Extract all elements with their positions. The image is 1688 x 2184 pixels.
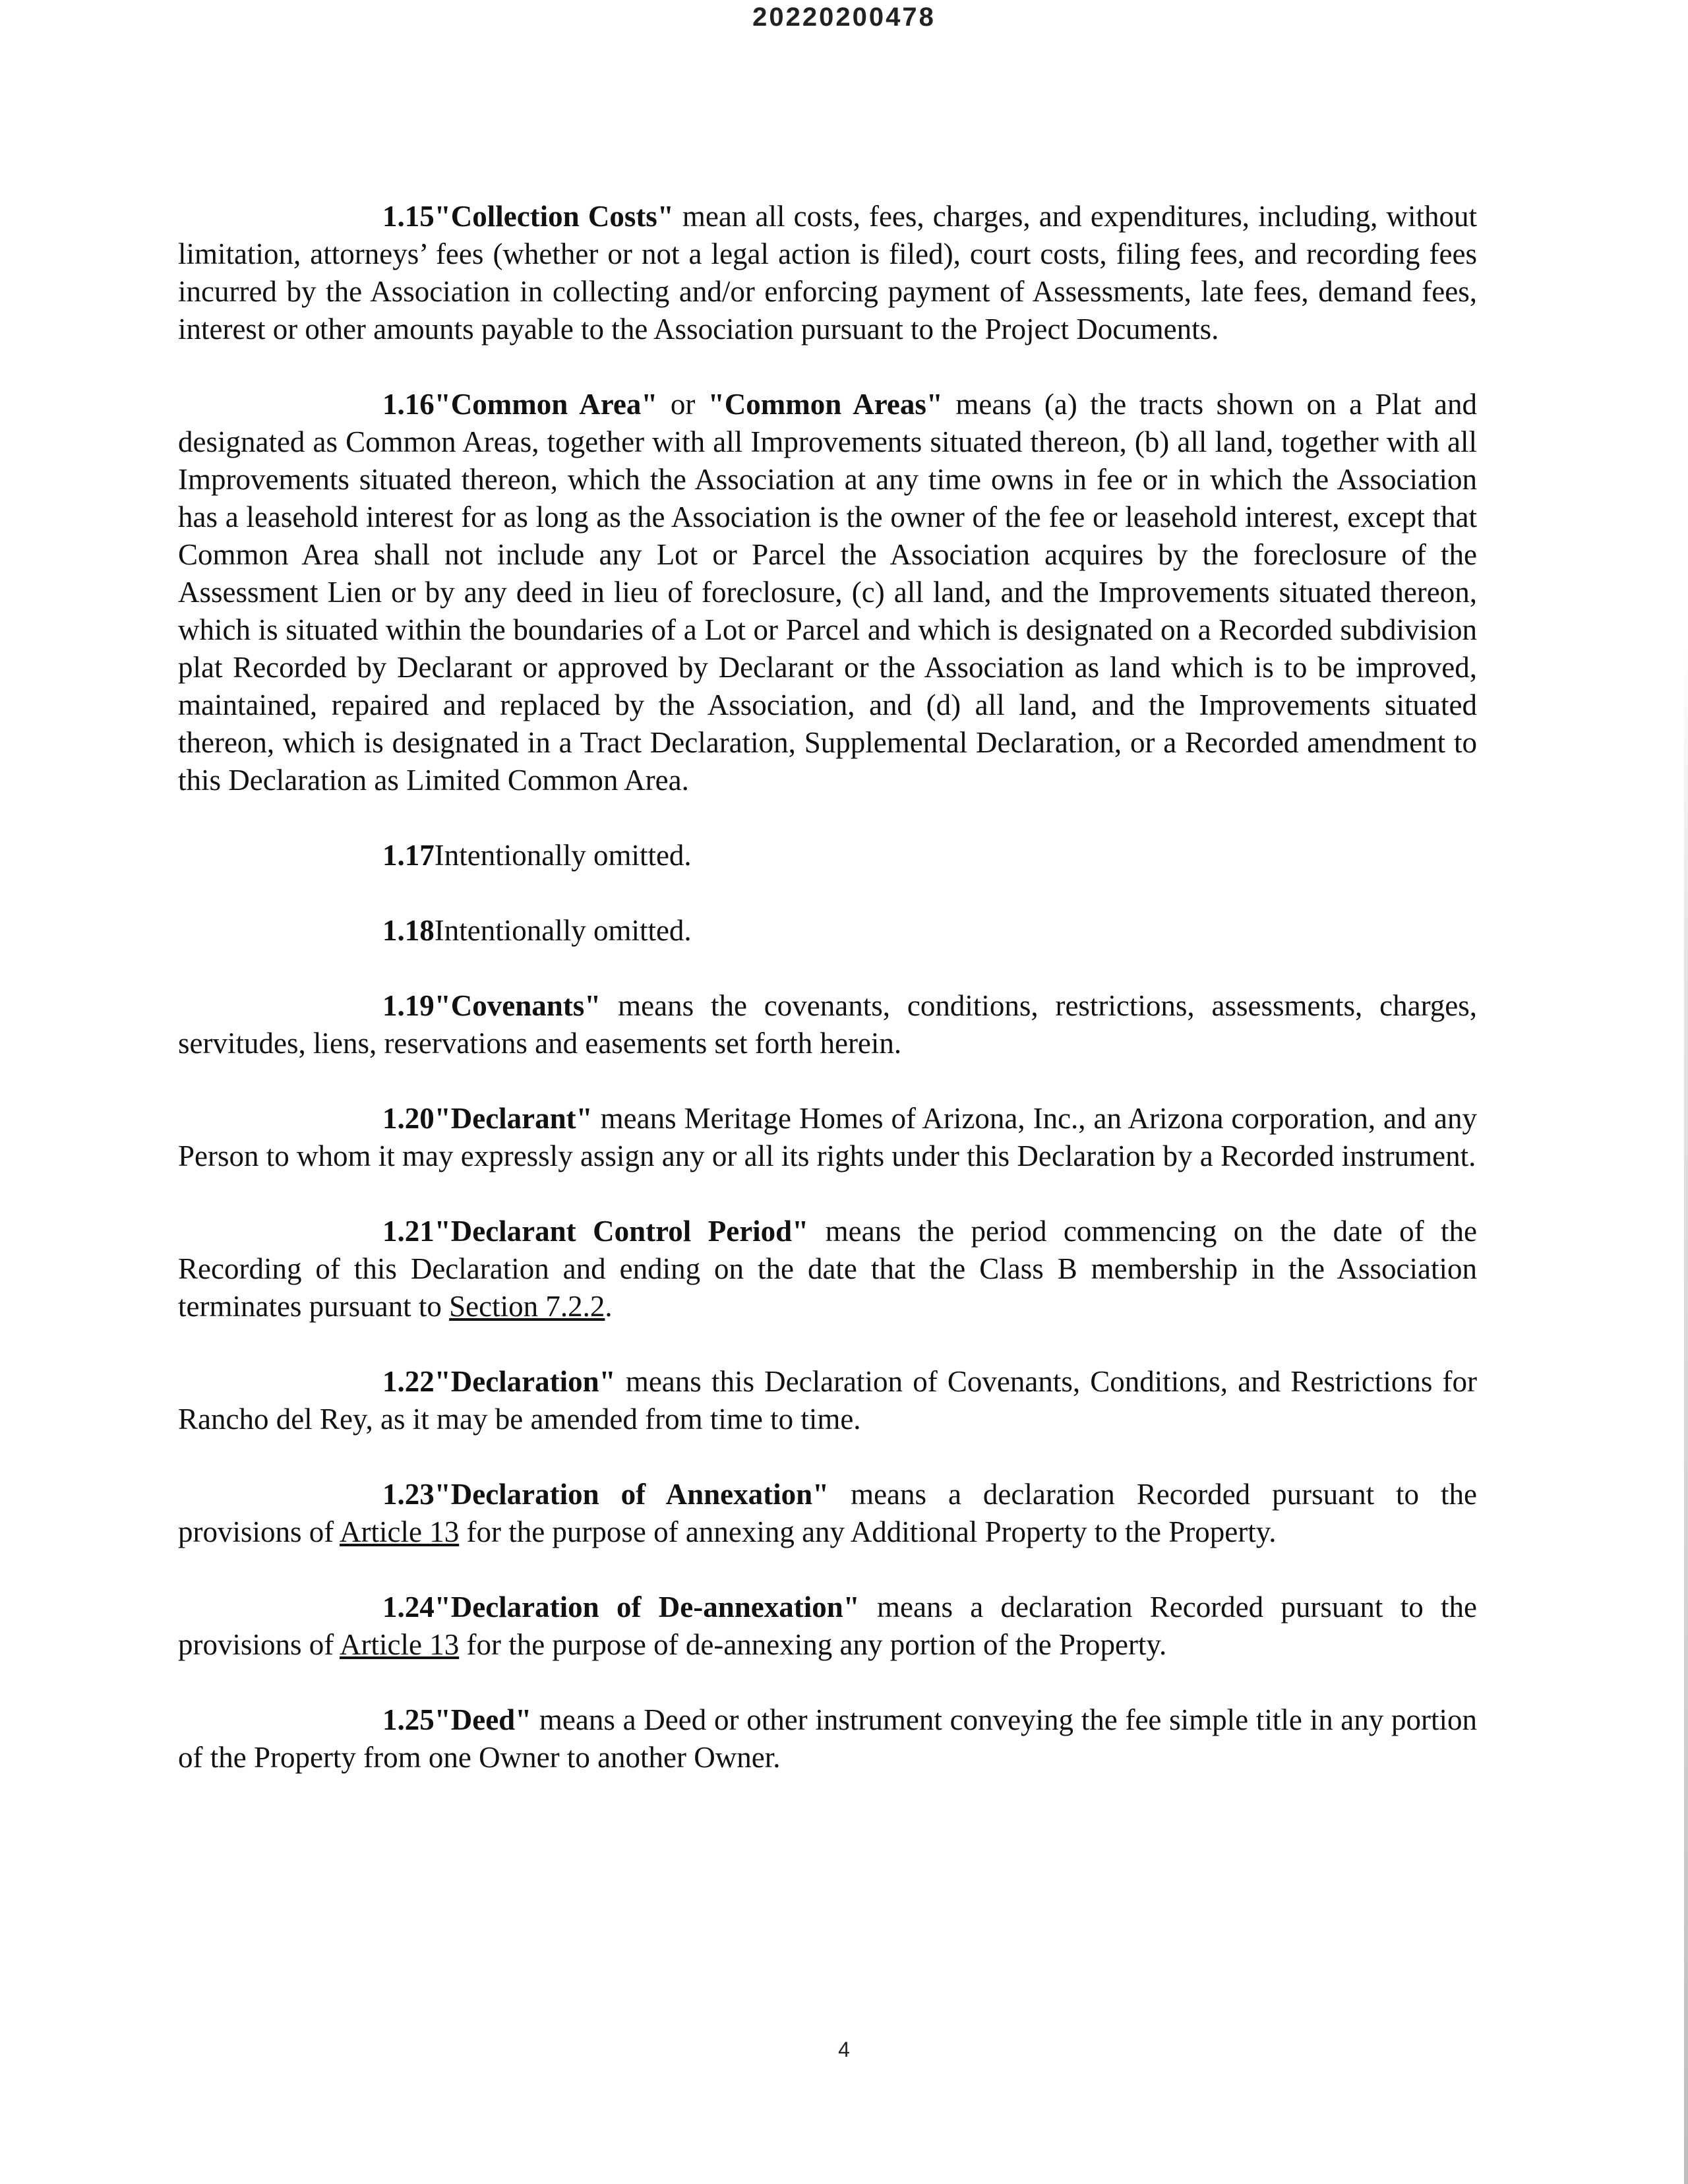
section-1-22 xyxy=(178,1363,1477,1438)
section-1-21 xyxy=(178,1213,1477,1325)
section-1-17 xyxy=(178,837,1477,874)
definition-end: for the purpose of annexing any Additional Property to the Property. xyxy=(459,1515,1277,1548)
section-number: 1.16 xyxy=(382,388,435,421)
section-1-19 xyxy=(178,987,1477,1062)
page-number: 4 xyxy=(838,2038,850,2061)
defined-term: "Declaration" xyxy=(434,1365,616,1398)
section-1-18 xyxy=(178,912,1477,950)
definition-text: means this Declaration of Covenants, Conditions, and Restrictions for Rancho del Rey, as it may be amended from time to time. xyxy=(178,1365,1477,1436)
definition-text: means the covenants, conditions, restrictions, assessments, charges, servitudes, liens, reservations and easements set forth herein. xyxy=(178,989,1477,1060)
definition-text: means a declaration Recorded pursuant to the provisions of xyxy=(178,1478,1477,1548)
section-number: 1.18 xyxy=(382,914,435,947)
section-1-15 xyxy=(178,198,1477,348)
defined-term: "Common Areas" xyxy=(708,388,943,421)
section-number: 1.24 xyxy=(382,1591,435,1623)
defined-term: "Deed" xyxy=(434,1703,532,1736)
section-1-20 xyxy=(178,1100,1477,1175)
definition-end: for the purpose of de-annexing any portion of the Property. xyxy=(459,1628,1167,1661)
defined-term: "Common Area" xyxy=(434,388,658,421)
defined-term: "Covenants" xyxy=(434,989,601,1022)
definition-text: Intentionally omitted. xyxy=(434,839,692,872)
section-1-23 xyxy=(178,1476,1477,1551)
definition-text: mean all costs, fees, charges, and expenditures, including, without limitation, attorneys’ fees (whether or not a legal action is filed), court costs, filing fees, and recording fees incurred by the Association in collecting and/or enforcing payment of Assessments, late fees, demand fees, interest or other amounts payable to the Association pursuant to the Project Documents. xyxy=(178,200,1478,346)
section-1-24 xyxy=(178,1589,1477,1664)
section-number: 1.25 xyxy=(382,1703,435,1736)
recording-number: 20220200478 xyxy=(752,3,936,32)
definition-text: means a declaration Recorded pursuant to the provisions of xyxy=(178,1591,1477,1661)
article-reference: Article 13 xyxy=(340,1515,460,1548)
section-number: 1.17 xyxy=(382,839,435,872)
defined-term: "Declaration of De-annexation" xyxy=(434,1591,860,1623)
section-number: 1.19 xyxy=(382,989,435,1022)
section-number: 1.23 xyxy=(382,1478,435,1511)
section-reference: Section 7.2.2 xyxy=(449,1290,605,1323)
conjunction-text: or xyxy=(657,388,708,421)
definition-text: means Meritage Homes of Arizona, Inc., an Arizona corporation, and any Person to whom it may expressly assign any or all its rights under this Declaration by a Recorded instrument. xyxy=(178,1102,1477,1172)
section-number: 1.20 xyxy=(382,1102,435,1135)
definition-text: means (a) the tracts shown on a Plat and designated as Common Areas, together with all Improvements situated thereon, (b) all land, together with all Improvements situated thereon, which the Association at any time owns in fee or in which the Association has a leasehold interest for as long as the Association is the owner of the fee or leasehold interest, except that Common Area shall not include any Lot or Parcel the Association acquires by the foreclosure of the Assessment Lien or by any deed in lieu of foreclosure, (c) all land, and the Improvements situated thereon, which is situated within the boundaries of a Lot or Parcel and which is designated on a Recorded subdivision plat Recorded by Declarant or approved by Declarant or the Association as land which is to be improved, maintained, repaired and replaced by the Association, and (d) all land, and the Improvements situated thereon, which is designated in a Tract Declaration, Supplemental Declaration, or a Recorded amendment to this Declaration as Limited Common Area. xyxy=(178,388,1478,797)
defined-term: "Collection Costs" xyxy=(434,200,674,233)
section-number: 1.15 xyxy=(382,200,435,233)
definition-text: means a Deed or other instrument conveying the fee simple title in any portion of the Property from one Owner to another Owner. xyxy=(178,1703,1477,1774)
document-body xyxy=(178,198,1477,1814)
defined-term: "Declaration of Annexation" xyxy=(434,1478,829,1511)
scan-edge-shadow xyxy=(1684,646,1688,2184)
defined-term: "Declarant Control Period" xyxy=(434,1215,809,1248)
section-number: 1.22 xyxy=(382,1365,435,1398)
section-1-16 xyxy=(178,386,1477,799)
definition-end: . xyxy=(605,1290,613,1323)
section-number: 1.21 xyxy=(382,1215,435,1248)
section-1-25 xyxy=(178,1701,1477,1776)
article-reference: Article 13 xyxy=(340,1628,460,1661)
definition-text: Intentionally omitted. xyxy=(434,914,692,947)
defined-term: "Declarant" xyxy=(434,1102,593,1135)
definition-text: means the period commencing on the date of the Recording of this Declaration and ending on the date that the Class B membership in the Association terminates pursuant to xyxy=(178,1215,1477,1323)
